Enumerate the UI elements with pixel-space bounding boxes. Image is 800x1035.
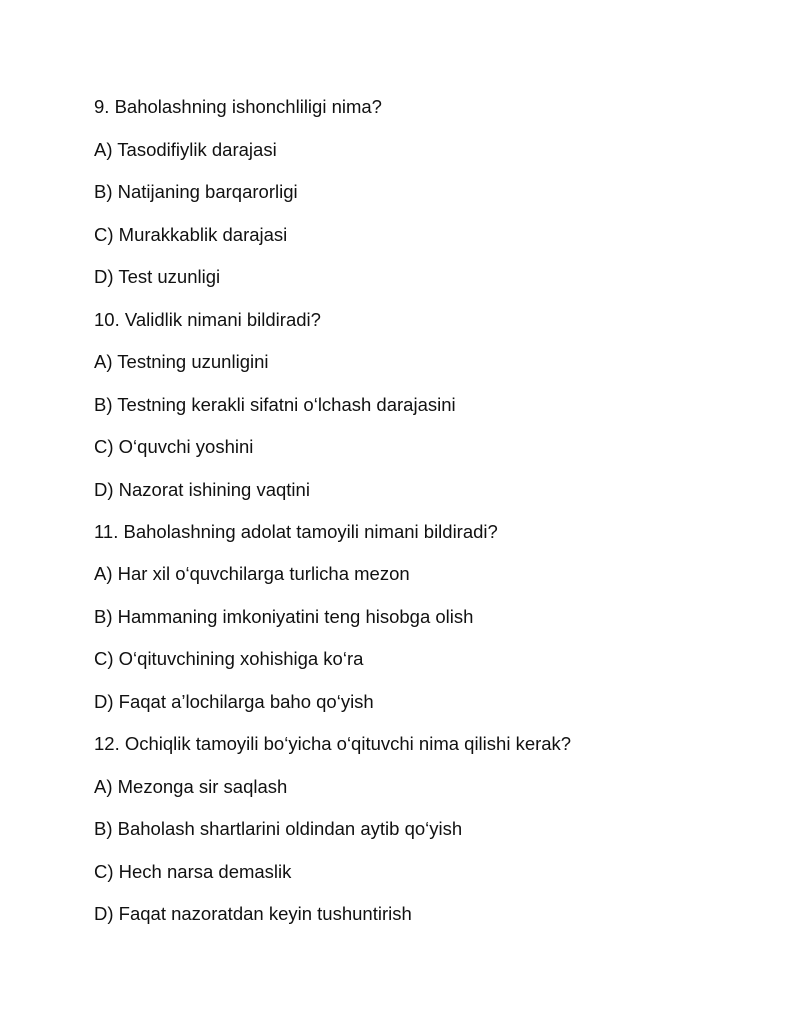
question-11: 11. Baholashning adolat tamoyili nimani bildiradi?: [94, 521, 498, 542]
question-12-option-a: A) Mezonga sir saqlash: [94, 776, 288, 797]
question-9-option-d: D) Test uzunligi: [94, 266, 221, 287]
question-11-option-b: B) Hammaning imkoniyatini teng hisobga olish: [94, 606, 474, 627]
question-10-option-d: D) Nazorat ishining vaqtini: [94, 479, 310, 500]
question-12-option-c: C) Hech narsa demaslik: [94, 861, 292, 882]
question-12-option-b: B) Baholash shartlarini oldindan aytib qo‘yish: [94, 818, 463, 839]
question-9-option-b: B) Natijaning barqarorligi: [94, 181, 298, 202]
question-12: 12. Ochiqlik tamoyili bo‘yicha o‘qituvchi nima qilishi kerak?: [94, 733, 572, 754]
question-9: 9. Baholashning ishonchliligi nima?: [94, 96, 382, 117]
question-10-option-b: B) Testning kerakli sifatni o‘lchash darajasini: [94, 394, 456, 415]
question-9-option-c: C) Murakkablik darajasi: [94, 224, 288, 245]
question-11-option-d: D) Faqat a’lochilarga baho qo‘yish: [94, 691, 374, 712]
question-9-option-a: A) Tasodifiylik darajasi: [94, 139, 277, 160]
question-10: 10. Validlik nimani bildiradi?: [94, 309, 321, 330]
question-10-option-c: C) O‘quvchi yoshini: [94, 436, 254, 457]
question-11-option-c: C) O‘qituvchining xohishiga ko‘ra: [94, 648, 364, 669]
question-12-option-d: D) Faqat nazoratdan keyin tushuntirish: [94, 903, 412, 924]
question-10-option-a: A) Testning uzunligini: [94, 351, 269, 372]
question-11-option-a: A) Har xil o‘quvchilarga turlicha mezon: [94, 563, 410, 584]
